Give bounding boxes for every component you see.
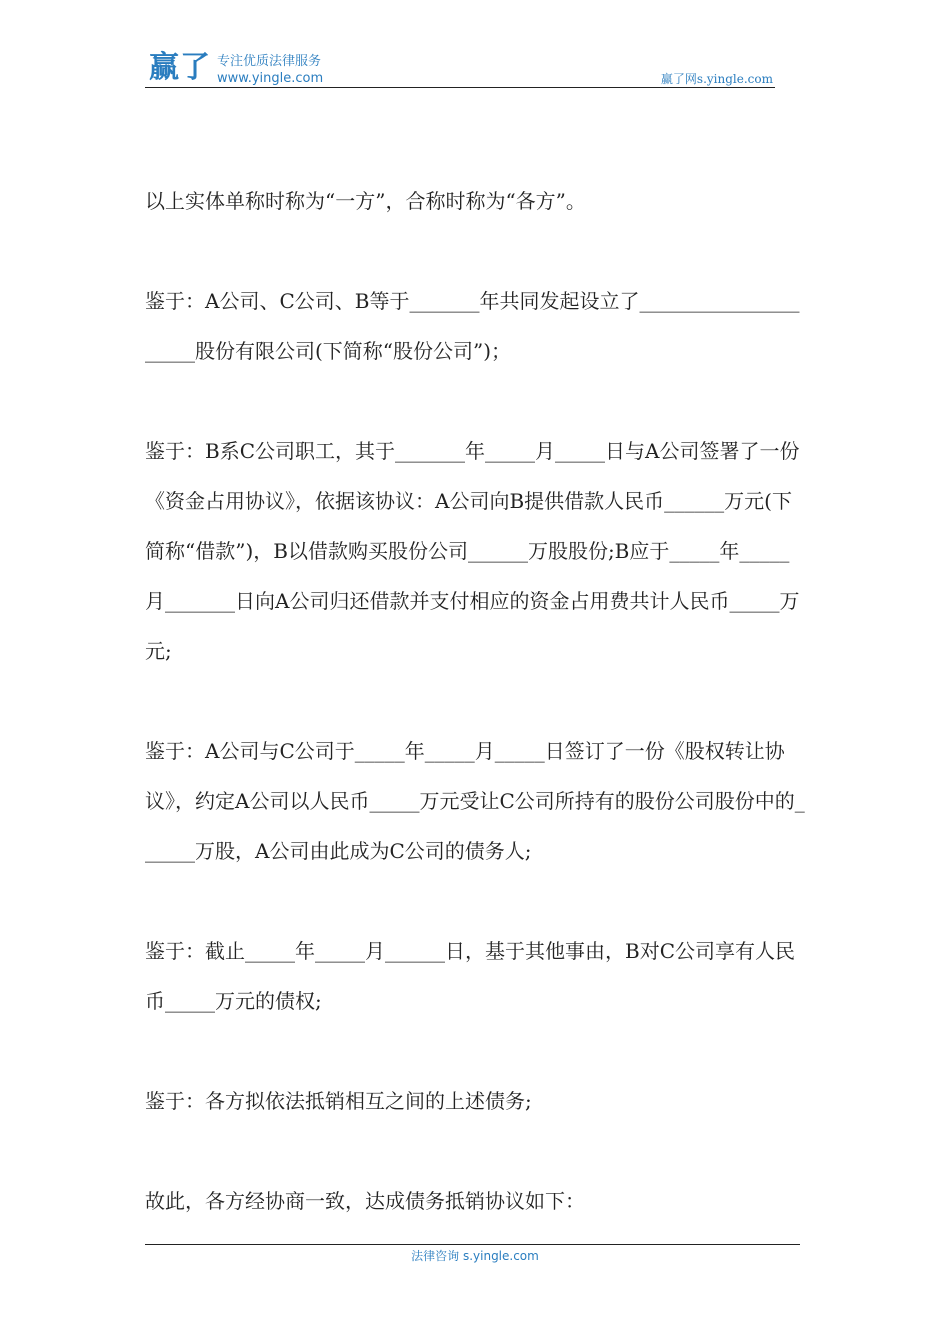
paragraph-recital-creditor-right: 鉴于：截止_____年_____月______日，基于其他事由，B对C公司享有人民币_____万元的债权; xyxy=(145,939,795,1013)
paragraph-parties-definition: 以上实体单称时称为“一方”，合称时称为“各方”。 xyxy=(145,189,586,213)
paragraph-recital-equity-transfer: 鉴于：A公司与C公司于_____年_____月_____日签订了一份《股权转让协议》，约定A公司以人民币_____万元受让C公司所持有的股份公司股份中的______万股，A公司由此成为C公司的债务人; xyxy=(145,739,805,863)
paragraph-recital-loan-agreement: 鉴于：B系C公司职工，其于_______年_____月_____日与A公司签署了一份《资金占用协议》，依据该协议：A公司向B提供借款人民币______万元(下简称“借款”)，B以借款购买股份公司______万股股份;B应于_____年_____月_______日向A公司归还借款并支付相应的资金占用费共计人民币_____万元; xyxy=(145,439,800,663)
header-site-link[interactable]: 赢了网s.yingle.com xyxy=(660,72,773,86)
paragraph-agreement-intro: 故此，各方经协商一致，达成债务抵销协议如下： xyxy=(145,1189,585,1213)
logo-site-url[interactable]: www.yingle.com xyxy=(217,71,324,86)
footer-consult-link[interactable]: 法律咨询 s.yingle.com xyxy=(411,1249,539,1263)
document-body xyxy=(145,176,807,1276)
paragraph-recital-company-founding: 鉴于：A公司、C公司、B等于_______年共同发起设立了_____________________股份有限公司(下简称“股份公司”)； xyxy=(145,289,800,363)
yingle-logo[interactable]: 赢了 xyxy=(149,50,211,85)
page-header xyxy=(145,50,775,88)
paragraph-recital-offset-intent: 鉴于：各方拟依法抵销相互之间的上述债务; xyxy=(145,1089,532,1113)
footer-divider xyxy=(145,1244,800,1245)
header-divider xyxy=(145,87,775,88)
logo-slogan: 专注优质法律服务 xyxy=(217,54,322,69)
